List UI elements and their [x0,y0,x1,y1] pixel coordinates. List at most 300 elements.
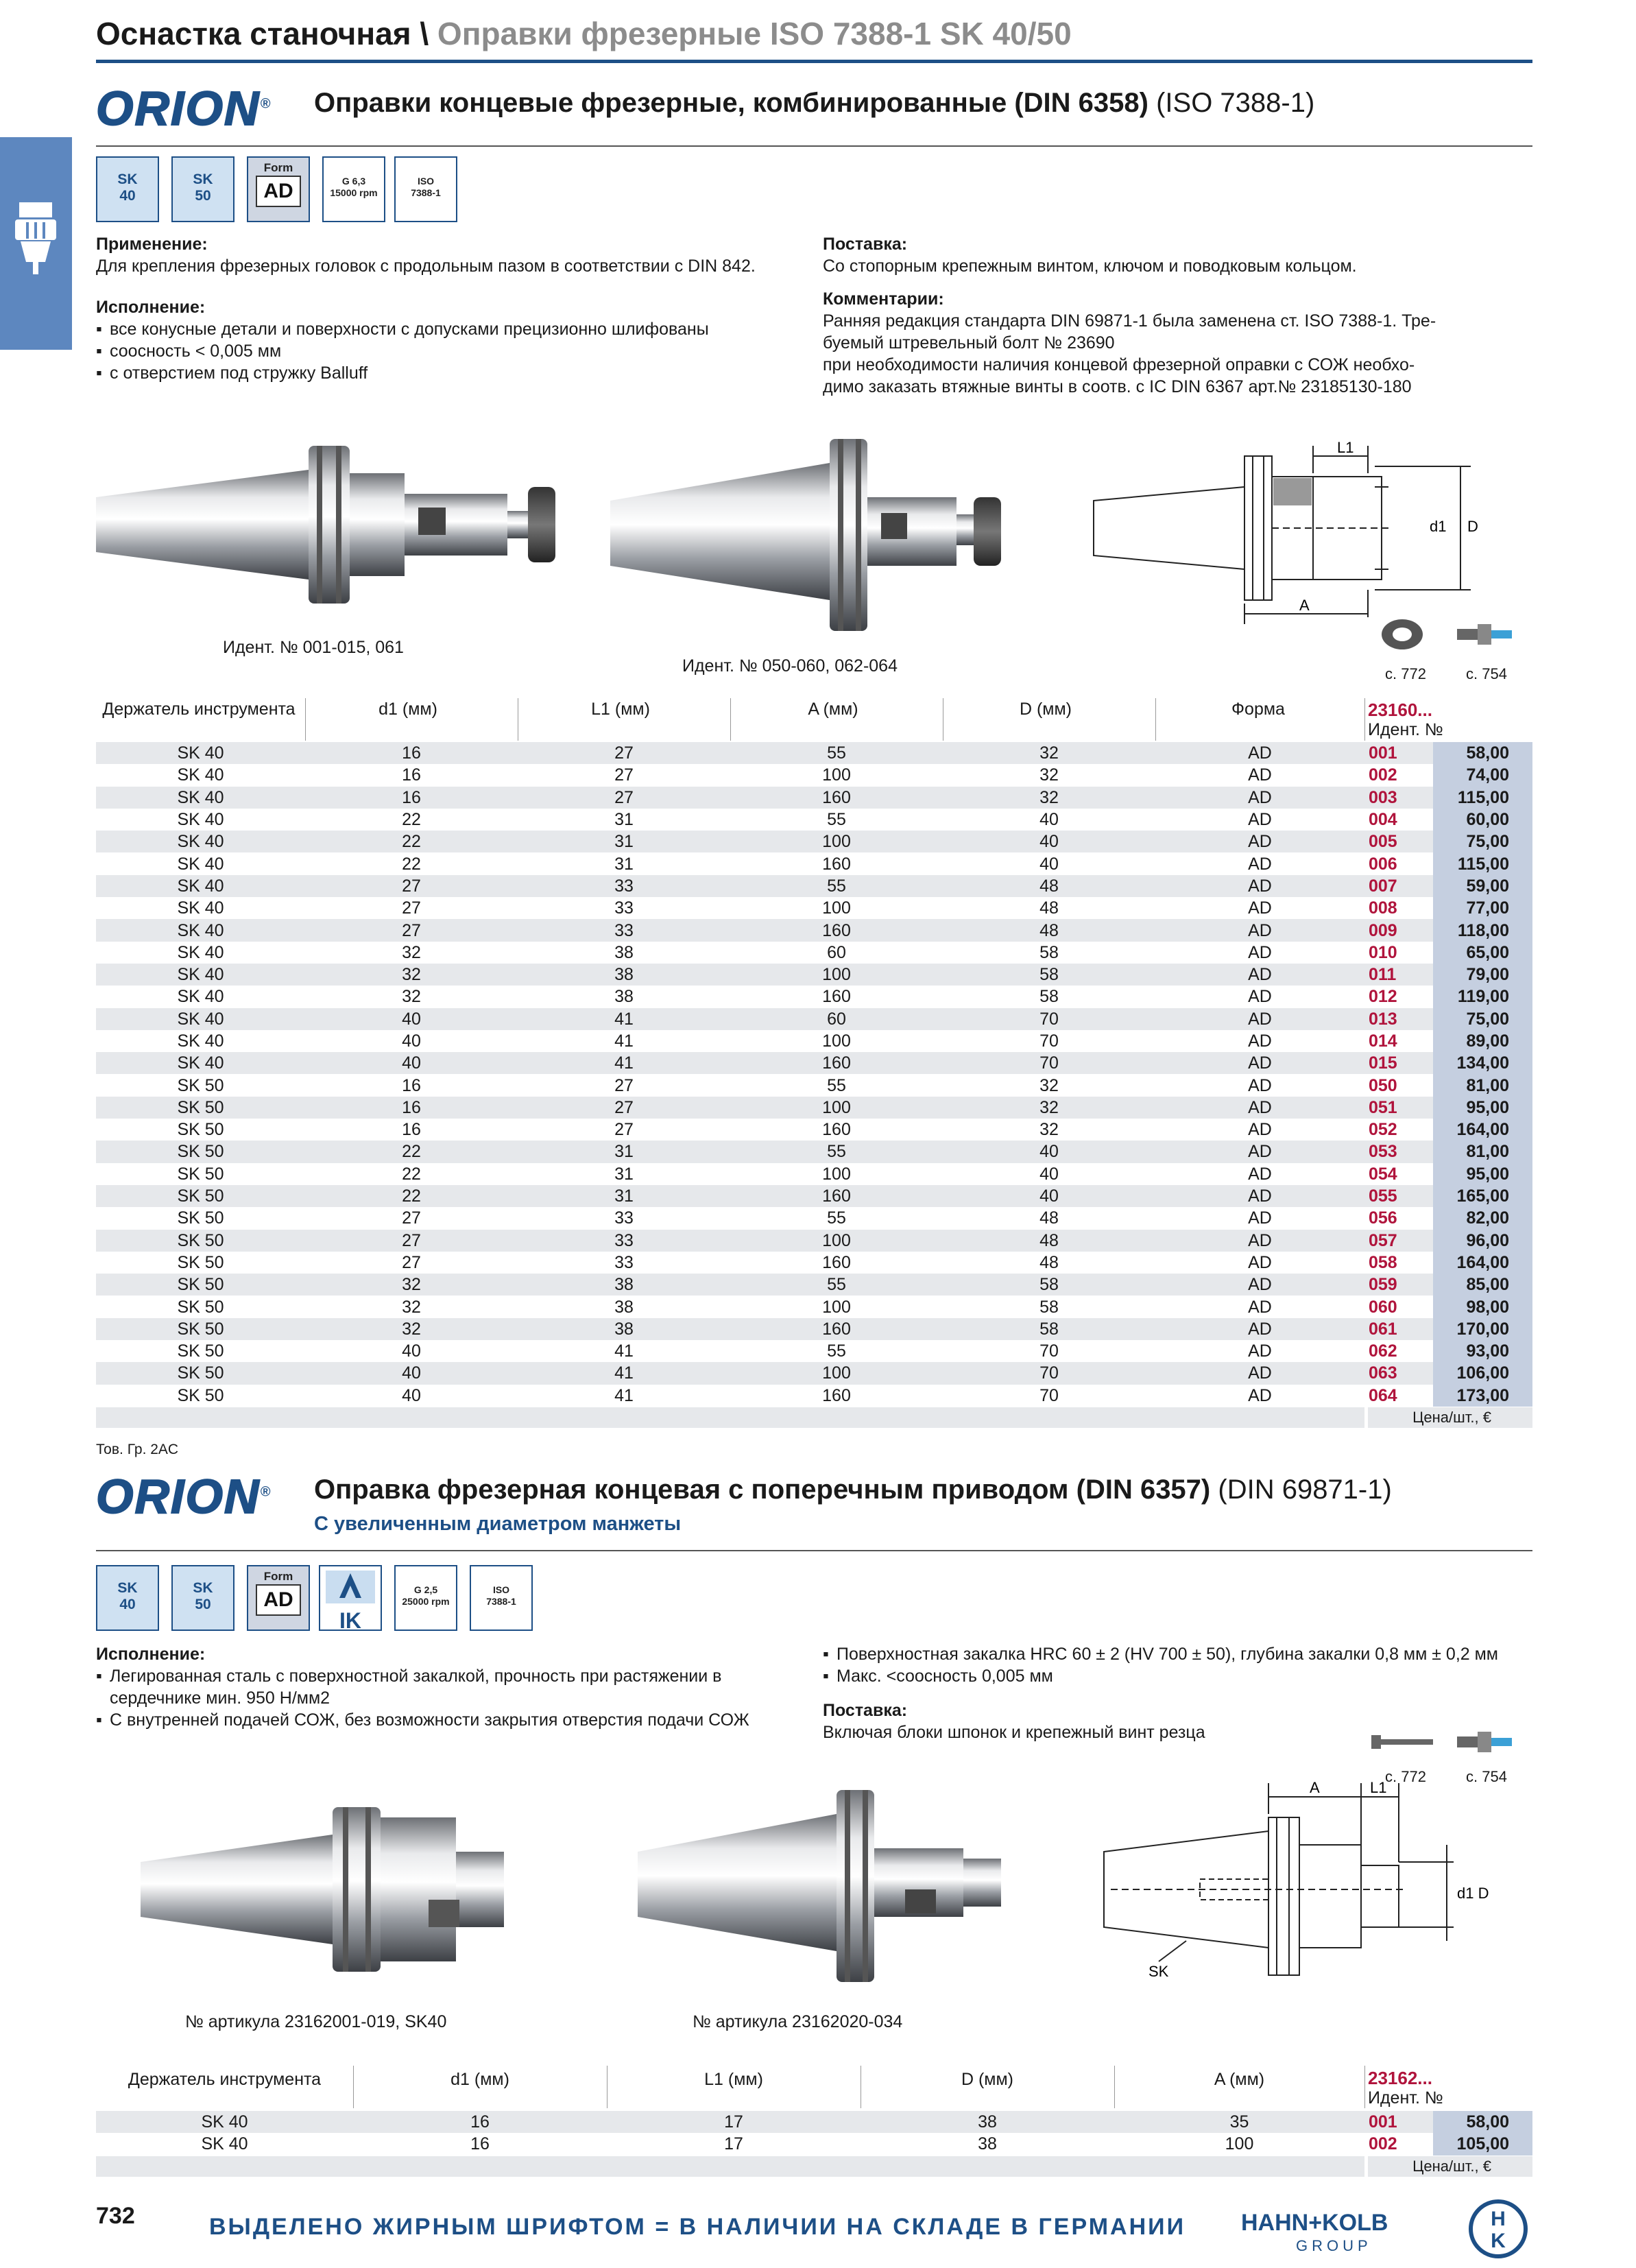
table-row [96,1207,1532,1229]
cell-ident: 053 [1364,1141,1433,1162]
cell-ident: 063 [1364,1362,1433,1384]
table-cell: 27 [518,1097,730,1119]
table-row [96,1274,1532,1296]
table-cell: SK 40 [96,852,305,874]
table-cell: 22 [305,809,518,831]
table-cell: 58 [943,942,1155,964]
table-cell: 32 [305,1296,518,1317]
table-cell: 100 [730,1097,943,1119]
table-cell: 27 [518,1074,730,1096]
cell-ident: 056 [1364,1207,1433,1229]
table-cell: SK 40 [96,964,305,986]
th-id-label: Идент. № [1368,2088,1443,2108]
table-cell: 32 [943,1074,1155,1096]
cell-ident: 002 [1364,2133,1433,2155]
table-cell: AD [1155,1008,1364,1030]
spec-item: ▪ Макс. <соосность 0,005 мм [823,1665,1536,1687]
ring-thumb-icon [1378,614,1426,655]
table-cell: 100 [730,964,943,986]
cell-price: 81,00 [1433,1074,1532,1096]
execution-item: ▪ с отверстием под стружку Balluff [96,362,795,384]
cell-price: 164,00 [1433,1119,1532,1141]
table-row [96,1340,1532,1362]
table-cell: 58 [943,1274,1155,1296]
table-cell: AD [1155,897,1364,919]
table-cell: AD [1155,764,1364,786]
section1-left-text [96,233,795,384]
table-cell: AD [1155,1340,1364,1362]
table-row [96,919,1532,941]
table-cell: AD [1155,831,1364,852]
cell-price: 98,00 [1433,1296,1532,1317]
table-cell: SK 50 [96,1274,305,1296]
table-cell: 33 [518,897,730,919]
table-row [96,1141,1532,1162]
table-cell: 32 [305,964,518,986]
price-unit-1: Цена/шт., € [1368,1407,1532,1428]
cell-ident: 009 [1364,919,1433,941]
table-cell: 55 [730,1274,943,1296]
table-cell: 16 [353,2111,607,2133]
dim-label-A: A [1310,1779,1320,1796]
table-cell: 33 [518,919,730,941]
cell-price: 58,00 [1433,2111,1532,2133]
product-photo-sk50-crossdrive [631,1783,1015,1989]
th-L1: L1 (мм) [704,2070,763,2089]
table-cell: 100 [1114,2133,1364,2155]
cell-price: 81,00 [1433,1141,1532,1162]
comments-line: буемый штревельный болт № 23690 [823,333,1115,353]
table-cell: 160 [730,1252,943,1274]
table-cell: SK 50 [96,1207,305,1229]
table1-footer-bar [96,1407,1364,1428]
cell-price: 95,00 [1433,1097,1532,1119]
badge-form-ad: Form AD [247,1565,310,1631]
table-row [96,742,1532,764]
section1-title-bold: Оправки концевые фрезерные, комбинированные (DIN 6358) [314,88,1148,118]
table-row [96,1097,1532,1119]
table-cell: 38 [518,942,730,964]
cell-price: 75,00 [1433,1008,1532,1030]
table-cell: 16 [305,764,518,786]
table-cell: SK 40 [96,787,305,809]
table-cell: 16 [305,1074,518,1096]
table-cell: AD [1155,1119,1364,1141]
product-table-1 [96,742,1532,1407]
table-cell: 27 [305,1230,518,1252]
table-cell: 40 [943,831,1155,852]
table-cell: 40 [305,1340,518,1362]
table-cell: SK 50 [96,1385,305,1407]
badge-sk50: SK 50 [171,1565,234,1631]
comments-line: Ранняя редакция стандарта DIN 69871-1 была заменена ст. ISO 7388-1. Тре- [823,311,1436,331]
table-cell: SK 50 [96,1340,305,1362]
table-cell: SK 50 [96,1074,305,1096]
table-cell: 22 [305,852,518,874]
badge-balance: G 6,3 15000 rpm [322,156,385,222]
table-cell: SK 50 [96,1141,305,1162]
table-cell: 17 [607,2111,861,2133]
photo-caption-2: Идент. № 050-060, 062-064 [682,656,898,676]
cell-price: 173,00 [1433,1385,1532,1407]
table-cell: 31 [518,1163,730,1185]
cell-ident: 059 [1364,1274,1433,1296]
cell-ident: 010 [1364,942,1433,964]
table-cell: AD [1155,1141,1364,1162]
section2-title [314,1475,1392,1505]
table-row [96,1008,1532,1030]
table-cell: 40 [943,1141,1155,1162]
table-cell: 70 [943,1052,1155,1074]
table-cell: 70 [943,1340,1155,1362]
cell-price: 165,00 [1433,1185,1532,1207]
table-cell: 100 [730,1163,943,1185]
table-cell: 58 [943,964,1155,986]
supply-heading: Поставка: [823,1701,908,1720]
table-cell: 100 [730,1362,943,1384]
table-cell: 160 [730,1385,943,1407]
cell-price: 93,00 [1433,1340,1532,1362]
cell-ident: 058 [1364,1252,1433,1274]
cell-price: 74,00 [1433,764,1532,786]
product-photo-sk50 [603,432,1028,638]
cell-ident: 057 [1364,1230,1433,1252]
header-subtitle: Оправки фрезерные ISO 7388-1 SK 40/50 [437,16,1072,51]
ref-page-754: с. 754 [1466,1768,1507,1785]
table-cell: 48 [943,1230,1155,1252]
table-cell: AD [1155,1385,1364,1407]
cell-ident: 003 [1364,787,1433,809]
table-cell: 27 [518,787,730,809]
cell-ident: 008 [1364,897,1433,919]
table-cell: 38 [518,986,730,1007]
product-table-2 [96,2111,1532,2156]
th-form: Форма [1231,700,1285,719]
cell-price: 170,00 [1433,1318,1532,1340]
table-row [96,831,1532,852]
table-cell: 48 [943,1207,1155,1229]
table-cell: AD [1155,1207,1364,1229]
table-cell: 31 [518,1185,730,1207]
table-cell: 160 [730,986,943,1007]
table-cell: 48 [943,897,1155,919]
section2-left-text [96,1643,802,1731]
table-cell: SK 50 [96,1362,305,1384]
badge-balance: G 2,5 25000 rpm [394,1565,457,1631]
brand-sub: GROUP [1296,2237,1372,2254]
table-cell: 32 [943,787,1155,809]
table-cell: 40 [305,1030,518,1052]
th-D: D (мм) [1019,700,1072,719]
table-cell: SK 40 [96,1008,305,1030]
table-row [96,875,1532,897]
table-cell: 38 [518,1274,730,1296]
table-cell: 160 [730,1318,943,1340]
th-A: A (мм) [808,700,858,719]
table-cell: 27 [305,875,518,897]
badge-sk40: SK 40 [96,1565,159,1631]
table-cell: 55 [730,742,943,764]
cell-price: 75,00 [1433,831,1532,852]
table-cell: 32 [305,1318,518,1340]
table-cell: AD [1155,1074,1364,1096]
table-row [96,1230,1532,1252]
table-cell: SK 50 [96,1252,305,1274]
table-cell: SK 40 [96,919,305,941]
table-cell: AD [1155,1252,1364,1274]
table-cell: 32 [943,1097,1155,1119]
table-cell: SK 50 [96,1185,305,1207]
table-cell: AD [1155,1163,1364,1185]
table-cell: 41 [518,1385,730,1407]
key-thumb-icon [1368,1728,1436,1756]
table-cell: 100 [730,764,943,786]
table-cell: 70 [943,1362,1155,1384]
th-A: A (мм) [1214,2070,1265,2089]
table-row [96,1052,1532,1074]
table-cell: 31 [518,831,730,852]
table-cell: 41 [518,1008,730,1030]
dim-label-d1: d1 [1430,518,1447,535]
table-cell: 100 [730,1296,943,1317]
badge-sk50: SK 50 [171,156,234,222]
table-cell: 38 [518,1318,730,1340]
table-row [96,942,1532,964]
cell-ident: 050 [1364,1074,1433,1096]
ref-page-772: с. 772 [1385,665,1426,682]
table-cell: 38 [518,1296,730,1317]
table-cell: 55 [730,1207,943,1229]
table-cell: AD [1155,742,1364,764]
table-cell: SK 40 [96,2111,353,2133]
table-cell: AD [1155,1185,1364,1207]
badge-iso: ISO 7388-1 [394,156,457,222]
cell-ident: 001 [1364,2111,1433,2133]
table-cell: 100 [730,897,943,919]
table-cell: 48 [943,1252,1155,1274]
svg-text:H: H [1491,2208,1506,2230]
table-cell: SK 40 [96,809,305,831]
cell-ident: 060 [1364,1296,1433,1317]
th-holder: Держатель инструмента [128,2070,322,2089]
execution-item: ▪ Легированная сталь с поверхностной закалкой, прочность при растяжении в сердечнике мин. 950 Н/мм2 [96,1665,802,1709]
table-cell: 55 [730,875,943,897]
cell-price: 119,00 [1433,986,1532,1007]
cell-ident: 014 [1364,1030,1433,1052]
table-cell: SK 40 [96,1030,305,1052]
cell-price: 77,00 [1433,897,1532,919]
photo-caption-2: № артикула 23162020-034 [693,2012,903,2031]
cell-ident: 004 [1364,809,1433,831]
execution-item: ▪ С внутренней подачей СОЖ, без возможности закрытия отверстия подачи СОЖ [96,1709,802,1731]
table-cell: 40 [305,1008,518,1030]
table-cell: AD [1155,919,1364,941]
comments-line: при необходимости наличия концевой фрезерной оправки с СОЖ необхо- [823,355,1415,374]
side-tab [0,137,72,350]
cell-ident: 055 [1364,1185,1433,1207]
footer-stock-note: ВЫДЕЛЕНО ЖИРНЫМ ШРИФТОМ = В НАЛИЧИИ НА СКЛАДЕ В ГЕРМАНИИ [209,2214,1186,2240]
page-number: 732 [96,2203,135,2229]
th-D: D (мм) [961,2070,1014,2089]
table-cell: 22 [305,1185,518,1207]
table-row [96,2111,1532,2133]
table-cell: 40 [305,1052,518,1074]
ref-page-772: с. 772 [1385,1768,1426,1785]
table-cell: 58 [943,1318,1155,1340]
table-cell: SK 40 [96,1052,305,1074]
supply-heading: Поставка: [823,235,908,254]
spec-item: ▪ Поверхностная закалка HRC 60 ± 2 (HV 700 ± 50), глубина закалки 0,8 мм ± 0,2 мм [823,1643,1536,1665]
table-row [96,852,1532,874]
table-cell: AD [1155,964,1364,986]
supply-text: Со стопорным крепежным винтом, ключом и поводковым кольцом. [823,256,1357,276]
cell-ident: 015 [1364,1052,1433,1074]
table-cell: 27 [305,1207,518,1229]
cell-price: 118,00 [1433,919,1532,941]
table-cell: 16 [305,1097,518,1119]
badge-form-ad: Form AD [247,156,310,222]
dim-label-L1: L1 [1370,1779,1387,1796]
cell-price: 164,00 [1433,1252,1532,1274]
comments-heading: Комментарии: [823,289,944,309]
table-row [96,764,1532,786]
table-cell: SK 50 [96,1230,305,1252]
header-title: Оснастка станочная [96,16,411,51]
table-cell: AD [1155,1362,1364,1384]
badge-iso: ISO 7388-1 [470,1565,533,1631]
table-cell: 41 [518,1052,730,1074]
table-row [96,986,1532,1007]
table-cell: SK 40 [96,2133,353,2155]
application-text: Для крепления фрезерных головок с продольным пазом в соответствии с DIN 842. [96,256,756,276]
table-cell: AD [1155,1052,1364,1074]
table-cell: SK 50 [96,1318,305,1340]
table-row [96,1296,1532,1317]
table-cell: SK 50 [96,1296,305,1317]
table-cell: 70 [943,1385,1155,1407]
table-cell: 32 [305,986,518,1007]
table2-footer-bar [96,2156,1364,2177]
orion-logo: ORION® [96,82,272,135]
th-d1: d1 (мм) [450,2070,509,2089]
table-cell: 55 [730,1141,943,1162]
section1-title [314,88,1314,119]
th-id-prefix: 23160... [1368,700,1432,720]
table-cell: 40 [305,1362,518,1384]
cell-ident: 006 [1364,852,1433,874]
table-cell: 27 [305,1252,518,1274]
cell-ident: 062 [1364,1340,1433,1362]
cell-price: 106,00 [1433,1362,1532,1384]
table-cell: 31 [518,809,730,831]
table-cell: SK 40 [96,742,305,764]
table-cell: 48 [943,875,1155,897]
table-cell: 16 [353,2133,607,2155]
dim-label-L1: L1 [1337,439,1354,456]
th-holder: Держатель инструмента [102,700,296,719]
table-cell: 40 [943,1185,1155,1207]
cell-price: 82,00 [1433,1207,1532,1229]
execution-item: ▪ соосность < 0,005 мм [96,340,795,362]
table-cell: 160 [730,1185,943,1207]
table-cell: AD [1155,1030,1364,1052]
section1-rule [96,145,1532,147]
table-cell: 40 [943,809,1155,831]
table-cell: SK 50 [96,1119,305,1141]
table-cell: AD [1155,1097,1364,1119]
table-cell: SK 40 [96,942,305,964]
svg-text:K: K [1491,2230,1506,2252]
table-cell: 41 [518,1362,730,1384]
table-cell: 38 [518,964,730,986]
table-cell: 58 [943,1296,1155,1317]
technical-drawing-2 [1097,1776,1536,1996]
table-cell: AD [1155,1318,1364,1340]
th-d1: d1 (мм) [378,700,437,719]
header-separator: \ [420,16,429,51]
table-row [96,1163,1532,1185]
table-cell: SK 40 [96,875,305,897]
table-cell: 55 [730,809,943,831]
table-cell: 27 [518,742,730,764]
photo-caption-1: № артикула 23162001-019, SK40 [185,2012,447,2031]
table-cell: AD [1155,809,1364,831]
table-cell: AD [1155,1274,1364,1296]
table-cell: 16 [305,1119,518,1141]
table-cell: 100 [730,831,943,852]
table-row [96,897,1532,919]
dim-label-A: A [1299,597,1310,614]
table-cell: 32 [943,764,1155,786]
cell-price: 59,00 [1433,875,1532,897]
cell-price: 60,00 [1433,809,1532,831]
table-cell: AD [1155,1230,1364,1252]
table-cell: 55 [730,1340,943,1362]
table-cell: 16 [305,787,518,809]
ref-page-754: с. 754 [1466,665,1507,682]
table-cell: 41 [518,1340,730,1362]
table-cell: AD [1155,852,1364,874]
table-cell: AD [1155,787,1364,809]
table-cell: 22 [305,1163,518,1185]
hahn-kolb-logo-icon [1467,2198,1529,2260]
table-cell: 40 [943,852,1155,874]
section2-title-norm: (DIN 69871-1) [1218,1475,1392,1505]
table-cell: SK 50 [96,1163,305,1185]
cell-price: 96,00 [1433,1230,1532,1252]
coolant-arrow-icon [320,1566,381,1605]
orion-logo: ORION® [96,1470,272,1523]
th-id-label: Идент. № [1368,720,1443,739]
table-cell: 35 [1114,2111,1364,2133]
technical-drawing-1 [1087,439,1512,624]
screw-thumb-icon [1454,621,1515,648]
section2-rule [96,1550,1532,1551]
table-row [96,964,1532,986]
table-cell: SK 50 [96,1097,305,1119]
table-cell: 100 [730,1230,943,1252]
table-row [96,2133,1532,2155]
table-cell: 160 [730,852,943,874]
cell-ident: 007 [1364,875,1433,897]
cell-ident: 052 [1364,1119,1433,1141]
table-cell: AD [1155,942,1364,964]
table-cell: 60 [730,942,943,964]
table-cell: 48 [943,919,1155,941]
table-cell: 32 [305,1274,518,1296]
table-cell: 32 [305,942,518,964]
table-cell: 22 [305,831,518,852]
